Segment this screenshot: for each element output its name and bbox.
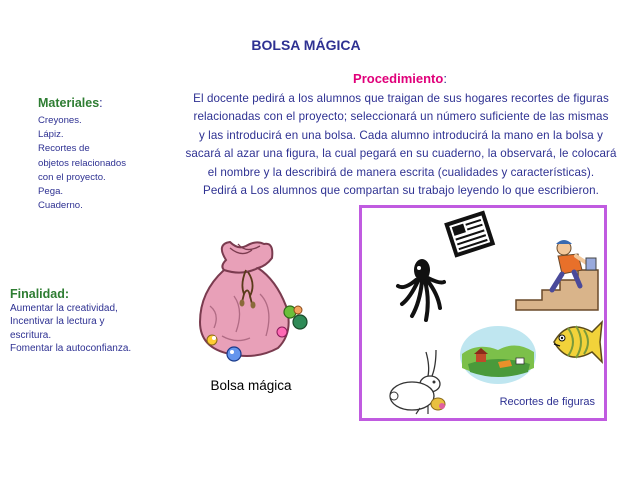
octopus-icon <box>394 256 446 326</box>
list-item: Aumentar la creatividad, <box>10 303 118 314</box>
procedimiento-line: Pedirá a Los alumnos que compartan su trabajo leyendo lo que escribieron. <box>203 184 599 198</box>
list-item: Fomentar la autoconfianza. <box>10 343 132 355</box>
bag-caption: Bolsa mágica <box>210 378 292 393</box>
rabbit-icon <box>386 346 458 416</box>
materiales-heading <box>38 96 103 110</box>
finalidad-list <box>10 302 170 356</box>
list-item: Pega. <box>38 186 64 198</box>
figures-frame <box>359 205 607 421</box>
list-item: Incentivar la lectura y <box>10 316 105 328</box>
materiales-heading-label: Materiales <box>38 96 100 110</box>
finalidad-heading: Finalidad: <box>10 287 70 301</box>
magic-bag-icon <box>186 236 316 376</box>
figures-caption: Recortes de figuras <box>499 396 595 408</box>
list-item: objetos relacionados <box>38 157 127 169</box>
page-title: BOLSA MÁGICA <box>251 37 361 53</box>
list-item: escritura. <box>10 329 52 341</box>
materiales-list <box>38 114 163 213</box>
procedimiento-heading-label: Procedimiento <box>353 71 444 86</box>
list-item: Recortes de <box>38 143 90 155</box>
list-item: con el proyecto. <box>38 171 106 183</box>
procedimiento-line: relacionadas con el proyecto; seleccionará un número suficiente de las mismas <box>193 110 609 124</box>
list-item: Creyones. <box>38 115 82 126</box>
materiales-heading-colon: : <box>99 96 103 110</box>
procedimiento-line: y las introducirá en una bolsa. Cada alumno introducirá la mano en la bolsa y <box>198 128 604 142</box>
procedimiento-line: el nombre y la describirá de manera escrita (cualidades y características). <box>207 165 595 179</box>
list-item: Cuaderno. <box>38 200 83 212</box>
procedimiento-line: sacará al azar una figura, la cual pegará en su cuaderno, la observará, le colocará <box>185 147 617 161</box>
procedimiento-heading-colon: : <box>443 71 447 86</box>
list-item: Lápiz. <box>38 129 64 141</box>
fish-icon <box>548 312 604 372</box>
procedimiento-heading <box>300 71 500 86</box>
boy-on-stairs-icon <box>512 234 600 312</box>
procedimiento-text <box>168 90 634 200</box>
procedimiento-line: El docente pedirá a los alumnos que traigan de sus hogares recortes de figuras <box>193 92 609 105</box>
newspaper-icon <box>441 210 499 260</box>
farm-landscape-icon <box>458 324 538 386</box>
